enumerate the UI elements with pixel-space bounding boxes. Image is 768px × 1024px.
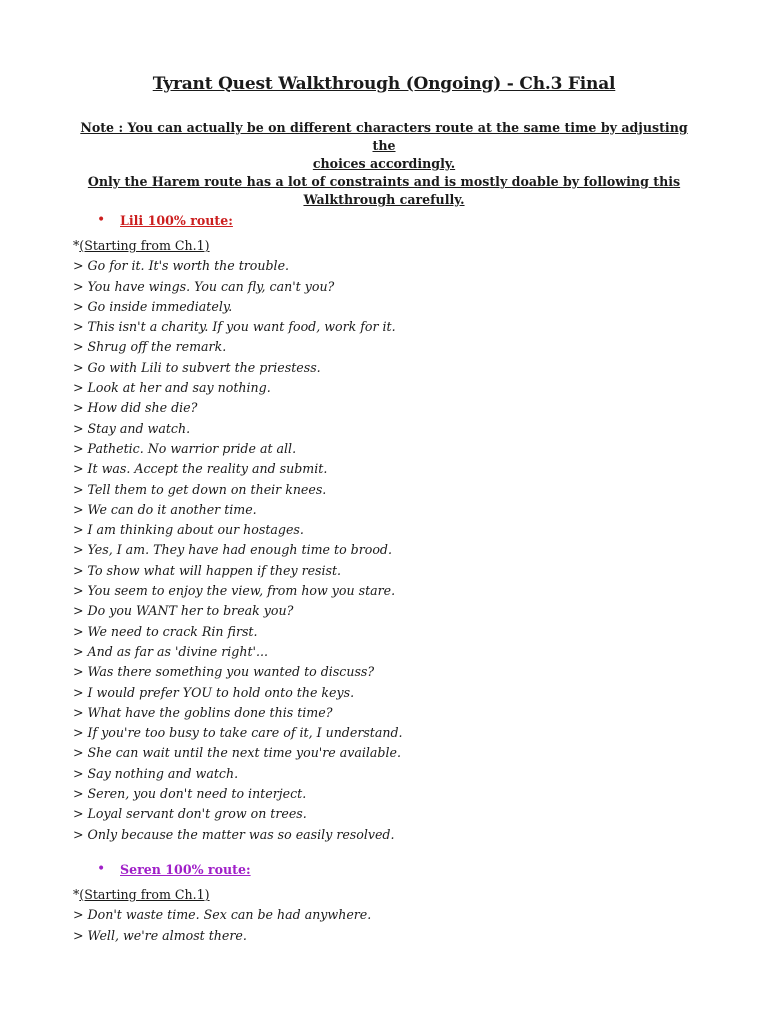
choice-list: [73, 905, 713, 946]
choice-line: > This isn't a charity. If you want food, work for it.: [73, 319, 396, 335]
choice-line: > It was. Accept the reality and submit.: [73, 461, 328, 477]
note-line: Walkthrough carefully.: [303, 192, 465, 207]
choice-line: > Do you WANT her to break you?: [73, 603, 294, 619]
note-line: Only the Harem route has a lot of constraints and is mostly doable by following this: [87, 174, 681, 189]
choice-line: > Don't waste time. Sex can be had anywhere.: [73, 907, 372, 923]
choice-line: > Pathetic. No warrior pride at all.: [73, 440, 297, 456]
bullet-icon: •: [97, 861, 106, 877]
route-start-note: [73, 236, 713, 256]
start-prefix: *: [73, 887, 80, 902]
start-text: (Starting from Ch.1): [79, 887, 210, 902]
bullet-icon: •: [97, 212, 106, 228]
choice-line: > Stay and watch.: [73, 420, 191, 436]
choice-line: > And as far as 'divine right'...: [73, 643, 268, 659]
choice-line: > Go for it. It's worth the trouble.: [73, 258, 290, 274]
lili-route-section: [73, 213, 713, 845]
route-heading: [73, 862, 713, 882]
choice-line: > You seem to enjoy the view, from how you stare.: [73, 583, 396, 599]
choice-line: > We need to crack Rin first.: [73, 623, 258, 639]
choice-line: > How did she die?: [73, 400, 198, 416]
choice-line: > Say nothing and watch.: [73, 765, 239, 781]
intro-note: [80, 119, 688, 209]
choice-line: > To show what will happen if they resist.: [73, 562, 342, 578]
choice-line: > Shrug off the remark.: [73, 339, 227, 355]
note-line: Note : You can actually be on different characters route at the same time by adjusting the: [80, 120, 688, 153]
choice-line: > Yes, I am. They have had enough time to brood.: [73, 542, 392, 558]
choice-line: > Well, we're almost there.: [73, 927, 247, 943]
choice-line: > I am thinking about our hostages.: [73, 522, 304, 538]
choice-line: > You have wings. You can fly, can't you?: [73, 278, 335, 294]
note-line: choices accordingly.: [312, 156, 456, 171]
choice-line: > Go with Lili to subvert the priestess.: [73, 359, 321, 375]
seren-route-section: [73, 862, 713, 946]
choice-line: > Seren, you don't need to interject.: [73, 786, 307, 802]
route-title-seren: Seren 100% route:: [120, 862, 251, 877]
choice-line: > Was there something you wanted to discuss?: [73, 664, 375, 680]
choice-list: [73, 256, 713, 845]
choice-line: > If you're too busy to take care of it, I understand.: [73, 725, 403, 741]
choice-line: > We can do it another time.: [73, 501, 257, 517]
route-heading: [73, 213, 713, 233]
choice-line: > Loyal servant don't grow on trees.: [73, 806, 307, 822]
choice-line: > Look at her and say nothing.: [73, 380, 271, 396]
route-start-note: [73, 885, 713, 905]
choice-line: > I would prefer YOU to hold onto the keys.: [73, 684, 355, 700]
choice-line: > Only because the matter was so easily resolved.: [73, 826, 395, 842]
document-title: Tyrant Quest Walkthrough (Ongoing) - Ch.3 Final: [152, 74, 616, 94]
choice-line: > She can wait until the next time you're available.: [73, 745, 401, 761]
choice-line: > What have the goblins done this time?: [73, 704, 333, 720]
choice-line: > Tell them to get down on their knees.: [73, 481, 327, 497]
choice-line: > Go inside immediately.: [73, 298, 233, 314]
route-title-lili: Lili 100% route:: [120, 213, 233, 228]
start-prefix: *: [73, 238, 80, 253]
start-text: (Starting from Ch.1): [79, 238, 210, 253]
